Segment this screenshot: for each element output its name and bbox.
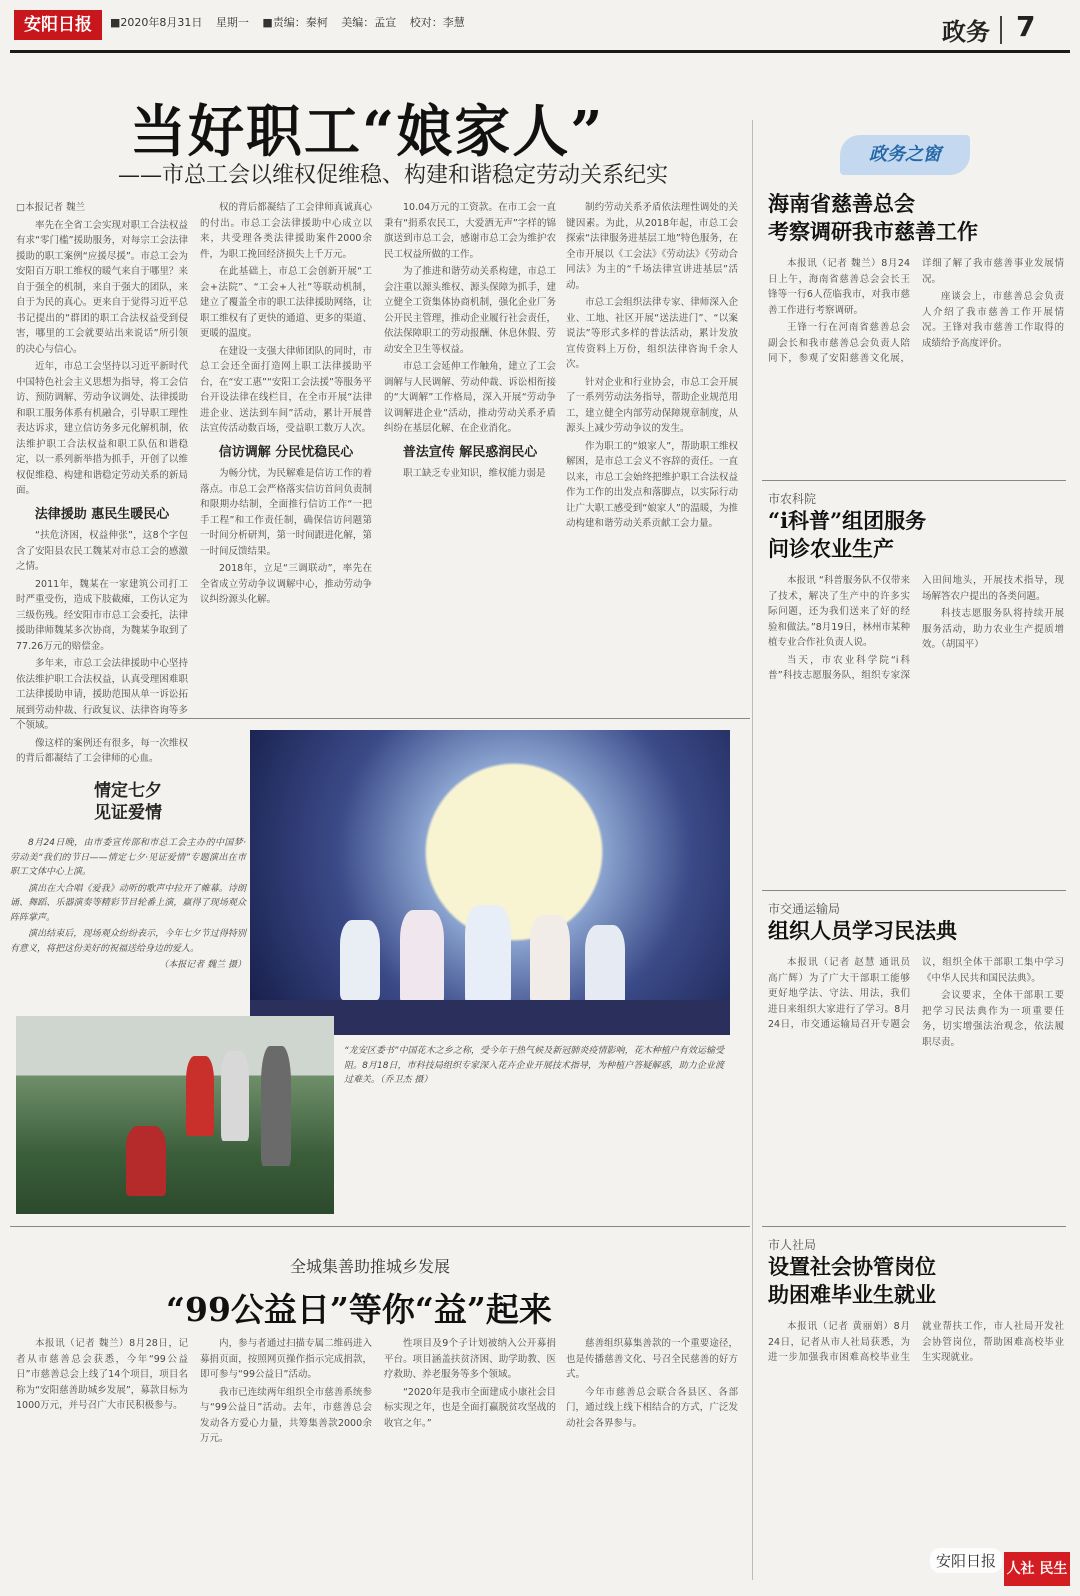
issue-designer: 美编：孟宣: [341, 16, 397, 29]
masthead-rule: [10, 50, 1070, 53]
right-rule: [762, 1226, 1066, 1227]
lead-column-1: [16, 200, 188, 764]
photo1-credit: （本报记者 魏兰 摄）: [159, 960, 246, 970]
wechat-watermark: 安阳日报: [930, 1548, 1002, 1573]
photo2-caption: “龙安区委书”中国花木之乡之称，受今年干热气候及新冠肺炎疫情影响，花木种植户有效运输受阻。8月18日，市科技局组织专家深入花卉企业开展技术指导，为种植户答疑解惑，助力企业渡过难关。（乔卫杰 摄）: [344, 1046, 724, 1085]
photo1-title: 情定七夕 见证爱情: [94, 781, 162, 823]
issue-info: [110, 14, 475, 30]
bottom-column-3: [384, 1336, 556, 1586]
lead-paragraph: 市总工会延伸工作触角，建立了工会调解与人民调解、劳动仲裁、诉讼相衔接的“大调解”工作格局，深入开展“劳动争议调解进企业”活动，推动劳动关系矛盾纠纷在基层化解、在企业消化。: [384, 361, 556, 434]
lead-paragraph: 作为职工的“娘家人”，帮助职工维权解困，是市总工会义不容辞的责任。一直以来，市总工会始终把维护职工合法权益作为工作的出发点和落脚点，以实际行动让广大职工感受到“娘家人”的温暖，为推动构建和谐劳动关系贡献工会力量。: [566, 440, 738, 529]
right-article-4-body: [768, 1319, 1064, 1539]
lead-subheading-publicity: 普法宣传 解民惑润民心: [402, 444, 538, 460]
bottom-paragraph: 内，参与者通过扫描专属二维码进入募捐页面，按照网页操作指示完成捐款，即可参与“99公益日”活动。: [200, 1338, 372, 1380]
bottom-paragraph: 慈善组织募集善款的一个重要途径，也是传播慈善文化、号召全民慈善的好方式。: [566, 1338, 738, 1380]
photo-section-bottom-rule: [10, 1226, 750, 1227]
issue-proofreader: 校对：李慧: [409, 16, 465, 29]
right-article-4: [768, 1236, 1064, 1539]
right-article-1-title: 海南省慈善总会 考察调研我市慈善工作: [768, 191, 978, 244]
right-article-1: [768, 190, 1064, 486]
right-article-3-tag: 市交通运输局: [768, 902, 841, 916]
lead-column-2: [200, 200, 372, 705]
photo1-caption-paragraph: 演出在大合唱《爱我》动听的歌声中拉开了帷幕。诗朗诵、舞蹈、乐器演奏等精彩节目轮番上演，赢得了现场观众阵阵掌声。: [10, 883, 246, 923]
dancer-figure: [465, 905, 511, 1005]
right-article-3: [768, 900, 1064, 1205]
photo1-caption-box: [10, 780, 246, 1010]
bottom-headline: “99公益日”等你“益”起来: [166, 1290, 552, 1329]
lead-paragraph: 职工缺乏专业知识，维权能力弱是: [403, 468, 546, 479]
page-number-divider: [1000, 16, 1002, 44]
right-column-divider: [752, 120, 753, 1580]
lead-paragraph: 2011年，魏某在一家建筑公司打工时严重受伤，造成下肢截瘫，工伤认定为三级伤残。经安阳市市总工会委托，法律援助律师魏某多次协商，为魏某争取到了77.26万元的赔偿金。: [16, 578, 188, 652]
column-tag: 政务之窗: [840, 135, 970, 175]
lead-paragraph: 多年来，市总工会法律援助中心坚持依法维护职工合法权益，认真受理困难职工法律援助申请，援助范围从单一诉讼拓展到劳动仲裁、行政复议、法律咨询等多个领域。: [16, 658, 188, 731]
lead-paragraph: 像这样的案例还有很多，每一次维权的背后都凝结了工会律师的心血。: [16, 737, 188, 764]
newspaper-logo: 安阳日报: [14, 10, 102, 40]
right-article-paragraph: 本报讯 “科普服务队不仅带来了技术，解决了生产中的许多实际问题，还为我们送来了好的经验和做法。”8月19日，林州市某种植专业合作社负责人说。: [768, 575, 910, 648]
lead-paragraph: 制约劳动关系矛盾依法理性调处的关键因素。为此，从2018年起，市总工会探索“法律服务进基层工地”特色服务，在全市开展以《工会法》《劳动法》《劳动合同法》为主的“千场法律宣讲进基层”活动。: [566, 202, 738, 291]
bottom-paragraph: 今年市慈善总会联合各县区、各部门，通过线上线下相结合的方式，广泛发动社会各界参与。: [566, 1386, 738, 1429]
photo1-caption: [10, 836, 246, 973]
lead-paragraph: 为畅分忧，为民解难是信访工作的着落点。市总工会严格落实信访首问负责制和限期办结制，全面推行信访工作“一把手工程”和工作责任制，确保信访问题第一时间分析研判，第一时间跟进化解，第一时间反馈结果。: [200, 468, 372, 557]
lead-paragraph: 10.04万元的工资款。在市工会一直秉有“捐系农民工，大爱洒无声”字样的锦旗送到市总工会，感谢市总工会为维护农民工权益所做的工作。: [384, 202, 556, 260]
photo1-caption-paragraph: 演出结束后，现场观众纷纷表示，今年七夕节过得特别有意义，将把这份美好的祝福送给身边的爱人。: [10, 929, 246, 954]
lead-column-3: [384, 200, 556, 705]
lead-paragraph: “扶危济困，权益伸张”，这8个字包含了安阳县农民工魏某对市总工会的感激之情。: [16, 530, 188, 572]
lead-headline: 当好职工“娘家人”: [130, 99, 605, 165]
right-article-3-title: 组织人员学习民法典: [768, 918, 957, 943]
bottom-column-1: [16, 1336, 188, 1586]
lead-paragraph: 权的背后都凝结了工会律师真诚真心的付出。市总工会法律援助中心成立以来，共受理各类法律援助案件2000余件，为职工挽回经济损失上千万元。: [200, 202, 372, 260]
concert-photo: [250, 730, 730, 1035]
corner-stamp: 人社 民生: [1004, 1552, 1070, 1586]
right-article-paragraph: 本报讯（记者 赵慧 通讯员 高广辉）为了广大干部职工能够更好地学法、守法、用法，我们进日来组织大家进行了学习。8月24日，市交通运输局召开专题会议，组织全体干部职工集中学习《中华人民共和国民法典》。: [768, 957, 1064, 1030]
masthead: [0, 0, 1080, 56]
bottom-kicker: 全城集善助推城乡发展: [290, 1257, 451, 1276]
right-article-2: [768, 490, 1064, 873]
lead-paragraph: 率先在全省工会实现对职工合法权益有求“零门槛”援助服务，对每宗工会法律援助的职工案例“应援尽援”。市总工会为安阳百万职工维权的暖气来自于哪里？来自于强全的机制，来自于强大的团队，来自于为民的真心。更来自于觉得习近平总书记提出的“群团的职工合法权益受到侵害，哪里的工会就要站出来说话”所引领的决心与信心。: [16, 219, 188, 355]
greenhouse-photo: [16, 1016, 334, 1214]
right-article-paragraph: 本报讯（记者 魏兰）8月24日上午，海南省慈善总会会长王锋等一行6人莅临我市，对我市慈善工作进行考察调研。: [768, 258, 910, 316]
lead-paragraph: 2018年，立足“三调联动”，率先在全省成立劳动争议调解中心，推动劳动争议纠纷源头化解。: [200, 563, 372, 605]
bottom-paragraph: 性项目及9个子计划被纳入公开募捐平台。项目涵盖扶贫济困、助学助教、医疗救助、养老服务等多个领域。: [384, 1338, 556, 1380]
lead-column-4: [566, 200, 738, 705]
right-article-4-tag: 市人社局: [768, 1238, 817, 1252]
lead-paragraph: 在此基础上，市总工会创新开展“工会+法院”、“工会+人社”等联动机制，建立了覆盖全市的职工法律援助网络，让职工维权有了更快的通道、更多的渠道、更暖的温度。: [200, 266, 372, 339]
right-article-2-body: [768, 573, 1064, 873]
dancer-figure: [340, 920, 380, 1000]
right-article-paragraph: 座谈会上，市慈善总会负责人介绍了我市慈善工作开展情况。王锋对我市慈善工作取得的成绩给予高度评价。: [922, 291, 1064, 349]
lead-bottom-rule: [10, 718, 750, 719]
dancer-figure: [585, 925, 625, 1005]
bottom-paragraph: 本报讯（记者 魏兰）8月28日，记者从市慈善总会获悉，今年“99公益日”市慈善总会上线了14个项目，项目名称为“安阳慈善助城乡发展”，募款目标为1000万元，并号召广大市民积极参与。: [16, 1338, 188, 1411]
issue-date: ■2020年8月31日: [110, 16, 203, 29]
right-article-3-body: [768, 955, 1064, 1205]
right-article-paragraph: 王锋一行在河南省慈善总会副会长和我市慈善总会负责人陪同下，参观了安阳慈善文化展，详细了解了我市慈善事业发展情况。: [768, 258, 1064, 364]
right-article-1-body: [768, 256, 1064, 486]
dancer-figure: [530, 915, 570, 1005]
bottom-column-2: [200, 1336, 372, 1586]
bottom-paragraph: “2020年是我市全面建成小康社会目标实现之年，也是全面打赢脱贫攻坚战的收官之年。”: [384, 1386, 556, 1429]
lead-paragraph: 在建设一支强大律师团队的同时，市总工会还全面打造网上职工法律援助平台，在“安工惠”“安阳工会法援”等服务平台开设法律在线栏目，在全市开展“法律进企业、送法到车间”活动，累计开展普法宣传活动数百场，受益职工数万人次。: [200, 345, 372, 434]
right-article-paragraph: 会议要求，全体干部职工要把学习民法典作为一项重要任务，切实增强法治观念，依法履职尽责。: [922, 990, 1064, 1048]
lead-paragraph: 近年，市总工会坚持以习近平新时代中国特色社会主义思想为指导，将工会信访、预防调解、劳动争议调处、法律援助和职工服务体系有机融合，引导职工理性表达诉求，建立信访务多元化解机制，依法维护职工合法权益和职工队伍和谐稳定，以一系列新举措为抓手，开创了以维权促维稳、构建和谐稳定劳动关系的新局面。: [16, 361, 188, 496]
lead-subheading-legal-aid: 法律援助 惠民生暖民心: [34, 506, 170, 522]
lead-subheading-petition: 信访调解 分民忧稳民心: [218, 444, 354, 460]
right-article-4-title: 设置社会协管岗位 助困难毕业生就业: [768, 1254, 936, 1307]
person-figure: [261, 1046, 291, 1166]
right-article-paragraph: 本报讯（记者 黄丽娟）8月24日，记者从市人社局获悉，为进一步加强我市困难高校毕业生就业帮扶工作，市人社局开发社会协管岗位，帮助困难高校毕业生实现就业。: [768, 1321, 1064, 1363]
right-article-paragraph: 科技志愿服务队将持续开展服务活动，助力农业生产提质增效。（胡国平）: [922, 608, 1064, 650]
bottom-column-4: [566, 1336, 738, 1586]
bottom-paragraph: 我市已连续两年组织全市慈善系统参与“99公益日”活动。去年，市慈善总会发动各方爱心力量，共筹集善款2000余万元。: [200, 1386, 372, 1444]
person-figure: [186, 1056, 214, 1136]
person-figure: [126, 1126, 166, 1196]
right-article-2-tag: 市农科院: [768, 492, 817, 506]
right-article-2-title: “i科普”组团服务 问诊农业生产: [768, 508, 927, 561]
lead-subheadline: ——市总工会以维权促维稳、构建和谐稳定劳动关系纪实: [118, 163, 669, 188]
right-article-paragraph: 当天，市农业科学院“i科普”科技志愿服务队，组织专家深入田间地头，开展技术指导，现场解答农户提出的各类问题。: [768, 575, 1064, 681]
lead-paragraph: 市总工会组织法律专家、律师深入企业、工地、社区开展“送法进门”、“以案说法”等形式多样的普法活动，累计发放宣传资料上万份，组织法律咨询千余人次。: [566, 297, 738, 370]
lead-paragraph: 针对企业和行业协会，市总工会开展了一系列劳动法务指导，帮助企业规范用工，建立健全内部劳动保障规章制度，从源头上减少劳动争议的发生。: [566, 376, 738, 434]
photo1-caption-paragraph: 8月24日晚，由市委宣传部和市总工会主办的中国梦·劳动美“我们的节日——情定七夕·见证爱情”专题演出在市职工文体中心上演。: [10, 838, 246, 877]
page-number: 7: [1016, 10, 1036, 43]
person-figure: [221, 1051, 249, 1141]
right-rule: [762, 890, 1066, 891]
right-rule: [762, 480, 1066, 481]
issue-editor: ■责编：秦柯: [262, 16, 328, 29]
section-label: 政务: [942, 18, 990, 46]
lead-byline: □本报记者 魏兰: [16, 202, 85, 213]
issue-weekday: 星期一: [215, 16, 249, 29]
dancer-figure: [400, 910, 444, 1005]
lead-paragraph: 为了推进和谐劳动关系构建，市总工会注重以源头维权、源头保障为抓手，建立健全工资集体协商机制，强化企业厂务公开民主管理，推动企业履行社会责任，依法保障职工的劳动报酬、休息休假、劳动安全卫生等权益。: [384, 266, 556, 355]
